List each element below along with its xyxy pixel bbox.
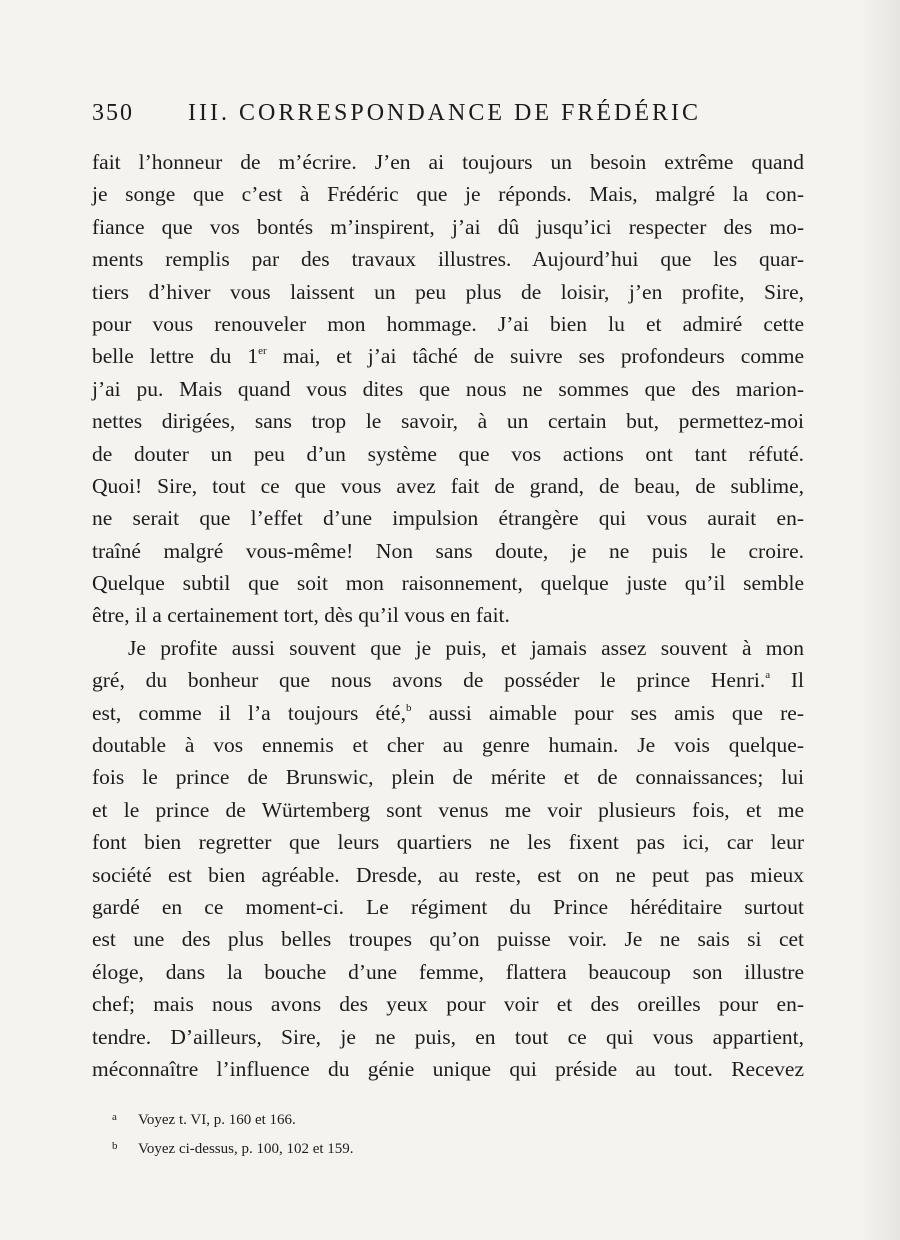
text-line: gardé en ce moment-ci. Le régiment du Prince héréditaire surtout (92, 894, 804, 919)
text-line: et le prince de Würtemberg sont venus me voir plusieurs fois, et me (92, 797, 804, 822)
text-line (92, 664, 804, 696)
text-line (92, 340, 804, 372)
footnote-marker: b (112, 1140, 118, 1152)
text-line: Quoi! Sire, tout ce que vous avez fait de grand, de beau, de sublime, (92, 473, 804, 498)
text-line: nettes dirigées, sans trop le savoir, à un certain but, permettez-moi (92, 409, 804, 434)
body-text (92, 146, 804, 1085)
text-fragment: belle lettre du 1 (92, 344, 259, 369)
text-line: pour vous renouveler mon hommage. J’ai bien lu et admiré cette (92, 311, 804, 336)
running-head (92, 100, 812, 140)
text-line: Je profite aussi souvent que je puis, et jamais assez souvent à mon (128, 635, 804, 660)
text-fragment: gré, du bonheur que nous avons de posséder le prince Henri. (92, 668, 766, 693)
text-line: tiers d’hiver vous laissent un peu plus de loisir, j’en profite, Sire, (92, 279, 804, 304)
text-fragment: aussi aimable pour ses amis que re- (411, 700, 804, 725)
text-line: j’ai pu. Mais quand vous dites que nous ne sommes que des marion- (92, 376, 804, 401)
running-title: III. CORRESPONDANCE DE FRÉDÉRIC (188, 100, 702, 126)
text-line: fait l’honneur de m’écrire. J’en ai toujours un besoin extrême quand (92, 150, 804, 174)
text-fragment: est, comme il l’a toujours été, (92, 700, 406, 725)
footnote-text: Voyez t. VI, p. 160 et 166. (138, 1112, 296, 1128)
text-line: ments remplis par des travaux illustres. Aujourd’hui que les quar- (92, 247, 804, 272)
footnotes (112, 1104, 712, 1162)
text-line: de douter un peu d’un système que vos actions ont tant réfuté. (92, 441, 804, 466)
footnote-ref[interactable]: b (405, 701, 412, 714)
footnote-marker: a (112, 1111, 117, 1123)
text-line: être, il a certainement tort, dès qu’il vous en fait. (92, 603, 510, 628)
text-line: doutable à vos ennemis et cher au genre humain. Je vois quelque- (92, 733, 804, 758)
text-line: je songe que c’est à Frédéric que je réponds. Mais, malgré la con- (92, 182, 804, 207)
footnote (112, 1133, 712, 1162)
text-line: Quelque subtil que soit mon raisonnement, quelque juste qu’il semble (92, 571, 804, 596)
text-line: éloge, dans la bouche d’une femme, flattera beaucoup son illustre (92, 959, 804, 984)
text-line: fois le prince de Brunswic, plein de mérite et de connaissances; lui (92, 765, 804, 790)
text-line: tendre. D’ailleurs, Sire, je ne puis, en tout ce qui vous appartient, (92, 1024, 804, 1049)
text-line: font bien regretter que leurs quartiers ne les fixent pas ici, car leur (92, 830, 804, 855)
text-line: méconnaître l’influence du génie unique qui préside au tout. Recevez (92, 1056, 804, 1081)
text-line: traîné malgré vous-même! Non sans doute, je ne puis le croire. (92, 538, 804, 563)
text-line (92, 697, 804, 729)
text-line: ne serait que l’effet d’une impulsion étrangère qui vous aurait en- (92, 506, 804, 531)
footnote-text: Voyez ci-dessus, p. 100, 102 et 159. (138, 1141, 354, 1157)
superscript: er (258, 345, 267, 358)
page-number: 350 (92, 100, 134, 126)
text-fragment: Il (770, 668, 804, 693)
page-edge-shadow (860, 0, 900, 1240)
text-line: chef; mais nous avons des yeux pour voir et des oreilles pour en- (92, 992, 804, 1017)
text-fragment: mai, et j’ai tâché de suivre ses profondeurs comme (266, 344, 804, 369)
footnote-ref[interactable]: a (765, 669, 771, 682)
text-line: société est bien agréable. Dresde, au reste, est on ne peut pas mieux (92, 862, 804, 887)
footnote (112, 1104, 712, 1133)
text-line: fiance que vos bontés m’inspirent, j’ai dû jusqu’ici respecter des mo- (92, 214, 804, 239)
text-line: est une des plus belles troupes qu’on puisse voir. Je ne sais si cet (92, 927, 804, 952)
